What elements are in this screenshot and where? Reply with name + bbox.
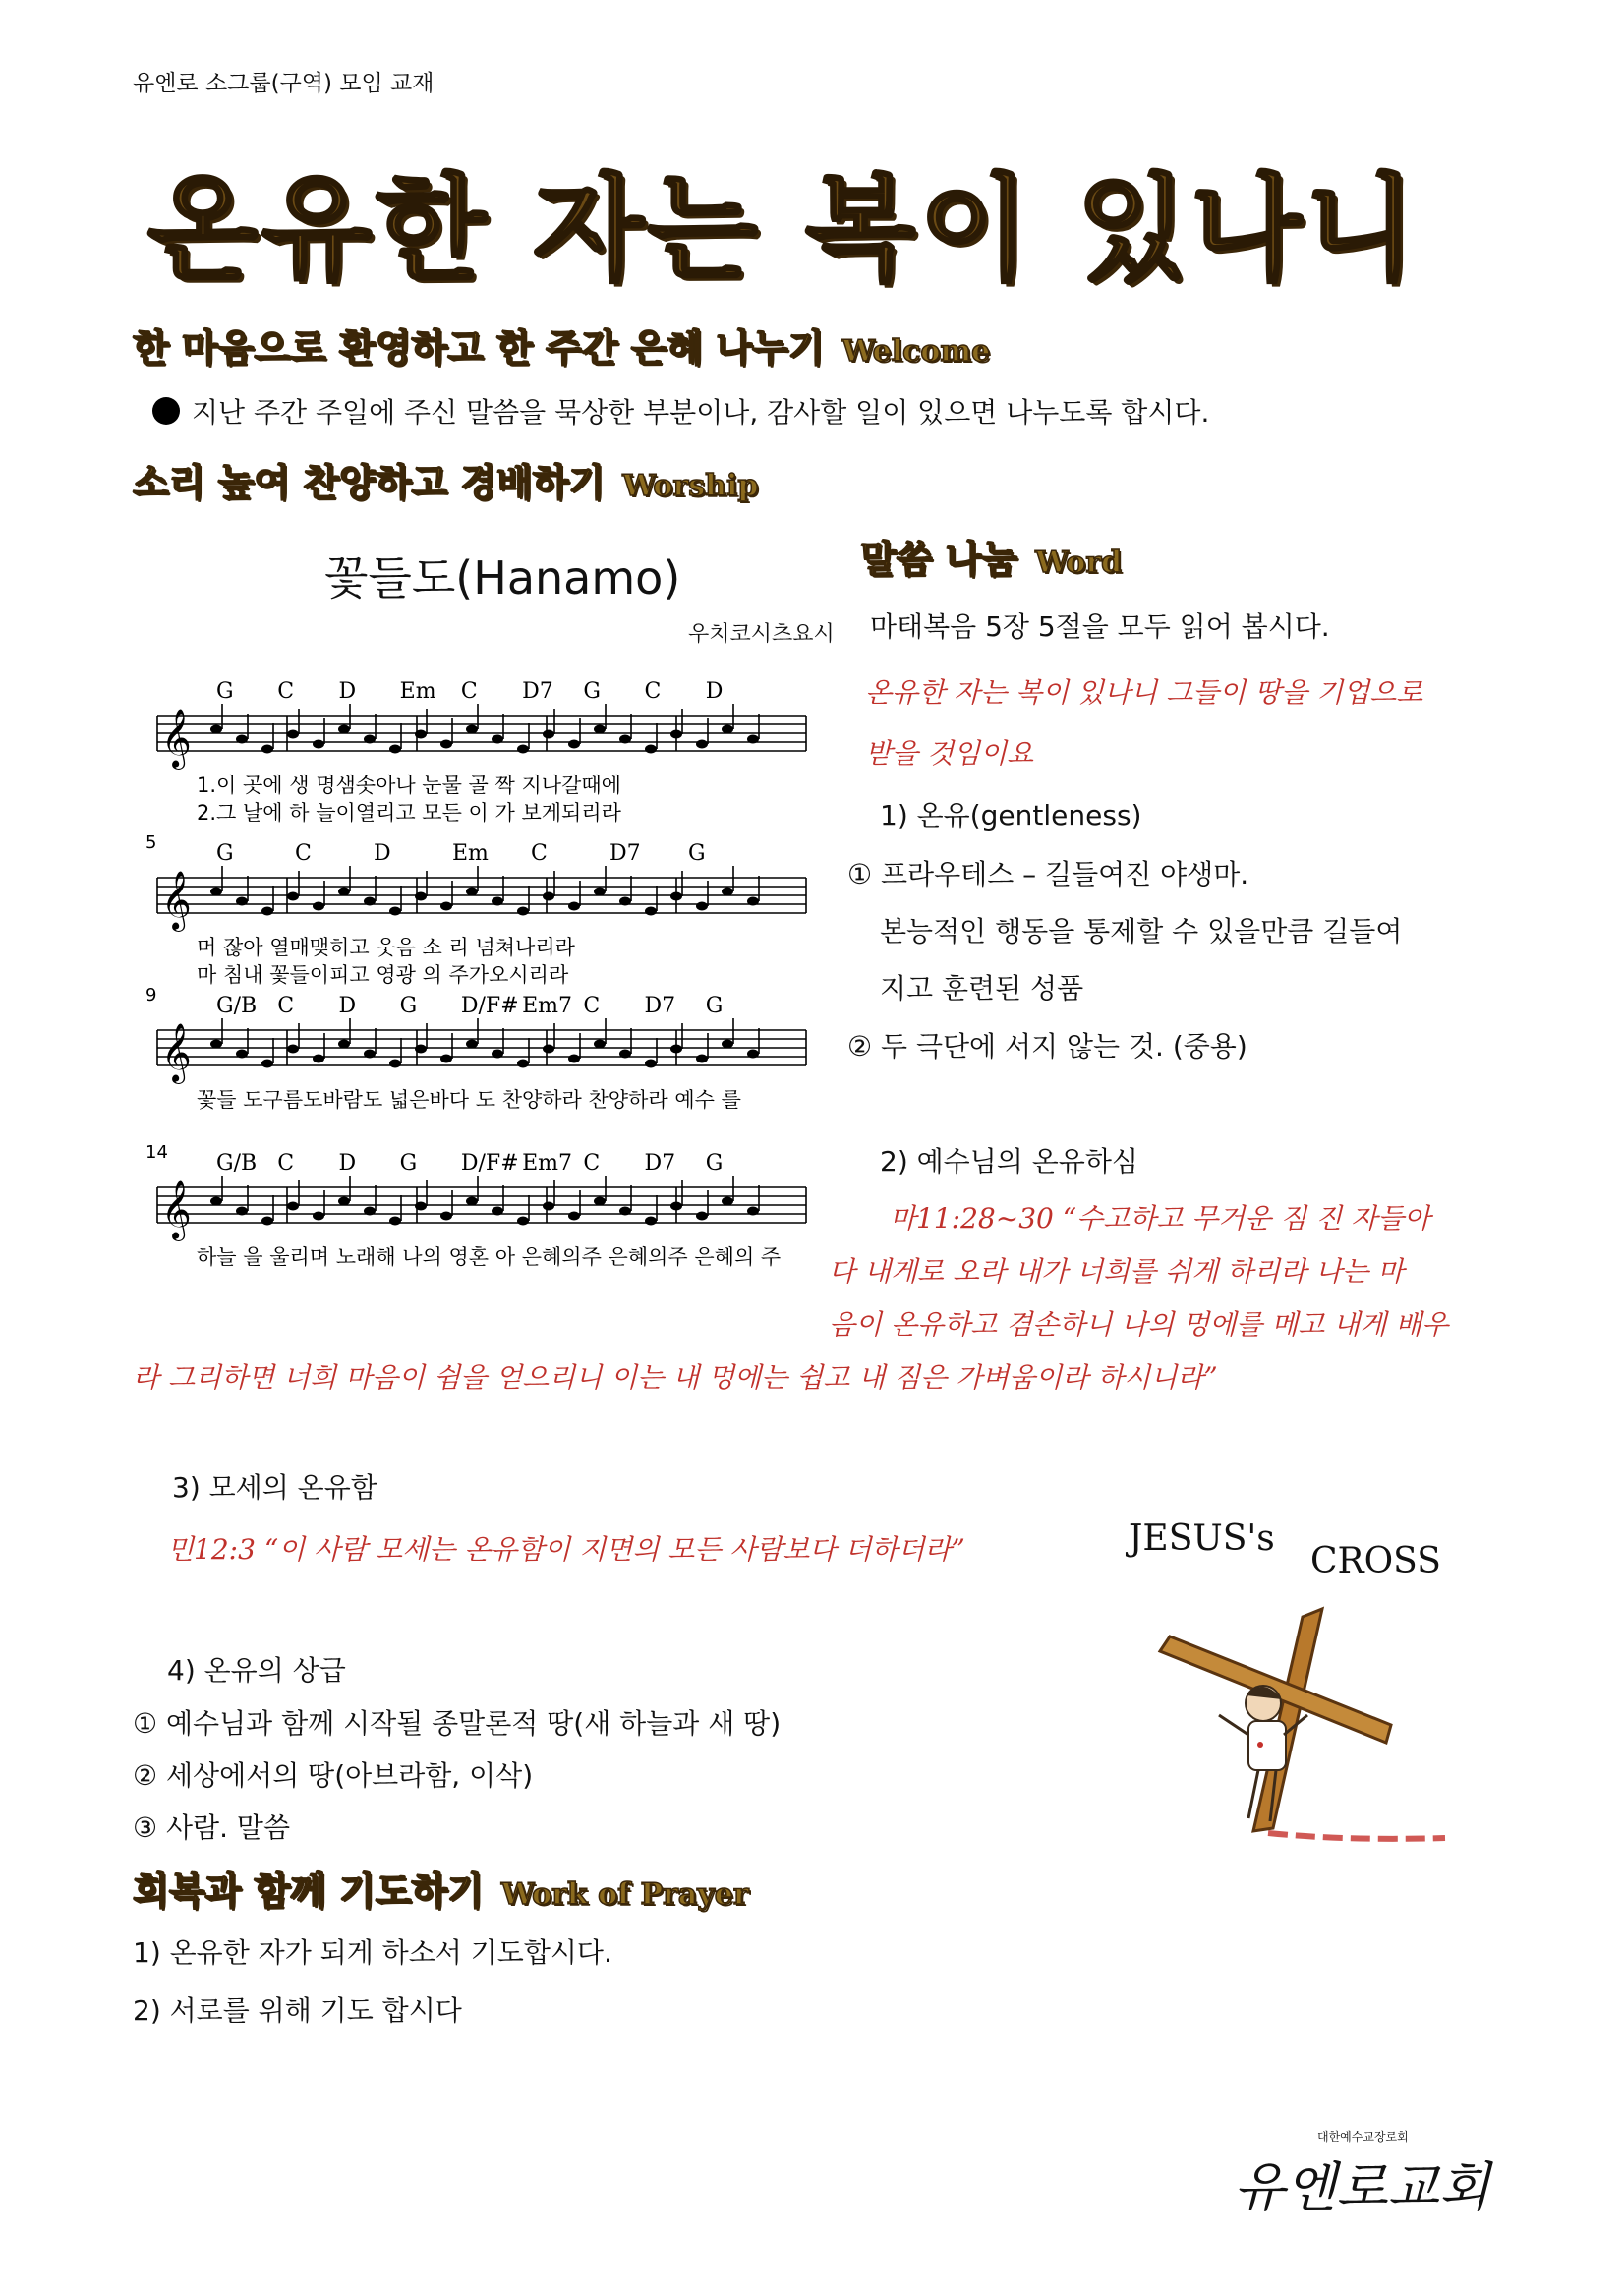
chord-label: G [583, 679, 601, 704]
note-head [722, 725, 733, 734]
note-head [415, 730, 427, 739]
note-head [236, 735, 248, 744]
cross-illustration-svg [1150, 1597, 1465, 1863]
note-head [364, 1207, 376, 1216]
note-head [568, 740, 580, 749]
point1-item1: ① 프라우테스 – 길들여진 야생마. [847, 858, 1249, 890]
chord-label: C [277, 994, 295, 1018]
note-head [313, 1055, 324, 1063]
chord-label: D [705, 679, 724, 704]
point2-quote-line4: 라 그리하면 너희 마음이 쉼을 얻으리니 이는 내 멍에는 쉽고 내 짐은 가벼움이라 하시니라” [133, 1361, 1218, 1394]
church-logo [1234, 2128, 1490, 2226]
word-reading: 마태복음 5장 5절을 모두 읽어 봅시다. [870, 610, 1330, 643]
chord-label: G [705, 1151, 724, 1176]
sheet-music-svg [138, 659, 826, 1288]
lyric-line: 마 침내 꽃들이피고 영광 의 주가오시리라 [197, 963, 569, 987]
section-word-ko: 말씀 나눔 [860, 538, 1018, 581]
prayer-item1: 1) 온유한 자가 되게 하소서 기도합시다. [133, 1936, 612, 1969]
church-logo-sub: 대한예수교장로회 [1317, 2130, 1409, 2144]
point3-quote: 민12:3 “이 사람 모세는 온유함이 지면의 모든 사람보다 더하더라” [167, 1533, 965, 1566]
note-head [440, 902, 452, 911]
section-prayer-ko: 회복과 함께 기도하기 [133, 1869, 484, 1913]
chord-label: D7 [609, 841, 641, 866]
lyric-line: 1.이 곳에 생 명샘솟아나 눈물 골 짝 지나갈때에 [197, 774, 621, 797]
note-head [287, 1045, 299, 1054]
note-head [517, 745, 529, 754]
note-head [722, 1197, 733, 1206]
chord-label: G [399, 994, 418, 1018]
note-head [594, 1040, 606, 1049]
prayer-item2: 2) 서로를 위해 기도 합시다 [133, 1994, 462, 2027]
cross-illustration [1150, 1597, 1465, 1863]
note-head [261, 1217, 273, 1226]
note-head [261, 907, 273, 916]
note-head [364, 735, 376, 744]
note-head [338, 888, 350, 896]
note-head [747, 897, 759, 906]
section-worship-en: Worship [622, 469, 759, 503]
chord-label: D [338, 1151, 357, 1176]
chord-label: Em7 [522, 994, 573, 1018]
section-prayer-heading [133, 1861, 749, 1915]
note-head [619, 1050, 631, 1059]
chord-label: D/F# [460, 1151, 519, 1176]
chord-label: Em [452, 841, 489, 866]
word-verse-line2: 받을 것임이요 [865, 737, 1034, 770]
chord-label: D/F# [460, 994, 519, 1018]
welcome-text [152, 391, 1209, 430]
note-head [338, 1040, 350, 1049]
cross-label-jesus: JESUS's [1129, 1519, 1275, 1559]
word-verse-line1: 온유한 자는 복이 있나니 그들이 땅을 기업으로 [865, 676, 1423, 709]
note-head [261, 745, 273, 754]
note-head [517, 907, 529, 916]
point1-title: 1) 온유(gentleness) [880, 799, 1142, 832]
note-head [722, 888, 733, 896]
note-head [492, 1207, 503, 1216]
note-head [543, 730, 554, 739]
point1-item1-sub1: 본능적인 행동을 통제할 수 있을만큼 길들여 [880, 915, 1403, 947]
chord-label: G [399, 1151, 418, 1176]
note-head [568, 1212, 580, 1221]
treble-clef-icon: 𝄞 [161, 1180, 192, 1239]
note-head [236, 1050, 248, 1059]
chord-label: Em7 [522, 1151, 573, 1176]
note-head [747, 735, 759, 744]
note-head [313, 1212, 324, 1221]
note-head [210, 725, 222, 734]
section-word-en: Word [1035, 545, 1123, 580]
lyric-line: 하늘 을 울리며 노래해 나의 영혼 아 은혜의주 은혜의주 은혜의 주 [197, 1245, 782, 1269]
welcome-text-content: 지난 주간 주일에 주신 말씀을 묵상한 부분이나, 감사할 일이 있으면 나누도록 합시다. [192, 396, 1210, 429]
note-head [415, 892, 427, 901]
section-welcome-ko: 한 마음으로 환영하고 한 주간 은혜 나누기 [133, 326, 825, 370]
chord-label: G [216, 841, 234, 866]
note-head [415, 1045, 427, 1054]
chord-label: C [583, 994, 601, 1018]
church-logo-name: 유엔로교회 [1234, 2156, 1490, 2218]
page-title: 온유한 자는 복이 있나니 [147, 163, 1420, 296]
chord-label: G [705, 994, 724, 1018]
note-head [645, 745, 657, 754]
chord-label: D7 [522, 679, 553, 704]
chord-label: G/B [216, 994, 258, 1018]
section-prayer-en: Work of Prayer [500, 1877, 749, 1912]
note-head [338, 725, 350, 734]
note-head [594, 725, 606, 734]
note-head [645, 907, 657, 916]
note-head [594, 888, 606, 896]
note-head [747, 1050, 759, 1059]
note-head [287, 892, 299, 901]
note-head [389, 1060, 401, 1068]
point4-item2: ② 세상에서의 땅(아브라함, 이삭) [133, 1759, 534, 1792]
lyric-line: 머 잖아 열매맺히고 웃음 소 리 넘쳐나리라 [197, 936, 575, 959]
note-head [568, 1055, 580, 1063]
note-head [466, 1040, 478, 1049]
note-head [364, 897, 376, 906]
note-head [287, 1202, 299, 1211]
cross-label-cross: CROSS [1310, 1541, 1441, 1581]
note-head [440, 740, 452, 749]
note-head [696, 1055, 708, 1063]
chord-label: D [374, 841, 391, 866]
measure-number: 9 [145, 985, 157, 1005]
note-head [594, 1197, 606, 1206]
note-head [543, 892, 554, 901]
note-head [210, 1040, 222, 1049]
chord-label: G/B [216, 1151, 258, 1176]
note-head [492, 735, 503, 744]
section-worship-ko: 소리 높여 찬양하고 경배하기 [133, 461, 606, 504]
song-composer: 우치코시츠요시 [688, 622, 835, 647]
section-word-heading [860, 529, 1122, 583]
chord-label: Em [399, 679, 436, 704]
note-head [517, 1217, 529, 1226]
note-head [568, 902, 580, 911]
note-head [389, 1217, 401, 1226]
lyric-line: 2.그 날에 하 늘이열리고 모든 이 가 보게되리라 [197, 801, 621, 825]
note-head [466, 725, 478, 734]
sheet-music [138, 659, 826, 1288]
note-head [287, 730, 299, 739]
note-head [313, 902, 324, 911]
note-head [415, 1202, 427, 1211]
chord-label: C [277, 1151, 295, 1176]
chord-label: C [644, 679, 662, 704]
point1-item1-sub2: 지고 훈련된 성품 [880, 972, 1084, 1004]
chord-label: C [583, 1151, 601, 1176]
note-head [722, 1040, 733, 1049]
note-head [670, 730, 682, 739]
note-head [696, 902, 708, 911]
treble-clef-icon: 𝄞 [161, 709, 192, 768]
point4-item1: ① 예수님과 함께 시작될 종말론적 땅(새 하늘과 새 땅) [133, 1707, 782, 1740]
point4-title: 4) 온유의 상급 [167, 1654, 346, 1687]
note-head [210, 888, 222, 896]
note-head [543, 1045, 554, 1054]
note-head [492, 897, 503, 906]
note-head [338, 1197, 350, 1206]
chord-label: D7 [644, 994, 676, 1018]
chord-label: D [338, 679, 357, 704]
note-head [747, 1207, 759, 1216]
chord-label: D7 [644, 1151, 676, 1176]
note-head [389, 907, 401, 916]
chord-label: D [338, 994, 357, 1018]
note-head [261, 1060, 273, 1068]
treble-clef-icon: 𝄞 [161, 871, 192, 930]
section-welcome-heading [133, 317, 990, 372]
note-head [645, 1217, 657, 1226]
note-head [466, 888, 478, 896]
note-head [619, 897, 631, 906]
song-title: 꽃들도(Hanamo) [324, 551, 681, 604]
note-head [440, 1212, 452, 1221]
note-head [364, 1050, 376, 1059]
bullet-icon [152, 397, 180, 425]
section-welcome-en: Welcome [841, 334, 991, 369]
note-head [543, 1202, 554, 1211]
chord-label: C [460, 679, 478, 704]
point4-item3: ③ 사람. 말씀 [133, 1811, 290, 1844]
note-head [696, 1212, 708, 1221]
note-head [492, 1050, 503, 1059]
note-head [440, 1055, 452, 1063]
point2-quote-line1: 마11:28~30 “수고하고 무거운 짐 진 자들아 [890, 1202, 1431, 1234]
point2-quote-line2: 다 내게로 오라 내가 너희를 쉬게 하리라 나는 마 [829, 1255, 1405, 1288]
chord-label: G [688, 841, 706, 866]
measure-number: 14 [145, 1142, 168, 1163]
lyric-line: 꽃들 도구름도바람도 넓은바다 도 찬양하라 찬양하라 예수 를 [197, 1088, 741, 1112]
note-head [466, 1197, 478, 1206]
chord-label: C [531, 841, 548, 866]
point1-item2: ② 두 극단에 서지 않는 것. (중용) [847, 1030, 1247, 1062]
point2-quote-line3: 음이 온유하고 겸손하니 나의 멍에를 메고 내게 배우 [829, 1308, 1449, 1341]
measure-number: 5 [145, 832, 157, 853]
note-head [517, 1060, 529, 1068]
chord-label: C [277, 679, 295, 704]
note-head [210, 1197, 222, 1206]
document-header: 유엔로 소그룹(구역) 모임 교재 [133, 71, 435, 96]
chord-label: G [216, 679, 234, 704]
note-head [619, 1207, 631, 1216]
note-head [670, 892, 682, 901]
note-head [670, 1202, 682, 1211]
treble-clef-icon: 𝄞 [161, 1023, 192, 1082]
chord-label: C [295, 841, 312, 866]
note-head [389, 745, 401, 754]
note-head [696, 740, 708, 749]
note-head [670, 1045, 682, 1054]
note-head [236, 1207, 248, 1216]
point2-title: 2) 예수님의 온유하심 [880, 1145, 1138, 1177]
note-head [236, 897, 248, 906]
point3-title: 3) 모세의 온유함 [172, 1471, 377, 1504]
section-worship-heading [133, 452, 758, 506]
note-head [619, 735, 631, 744]
note-head [313, 740, 324, 749]
note-head [645, 1060, 657, 1068]
